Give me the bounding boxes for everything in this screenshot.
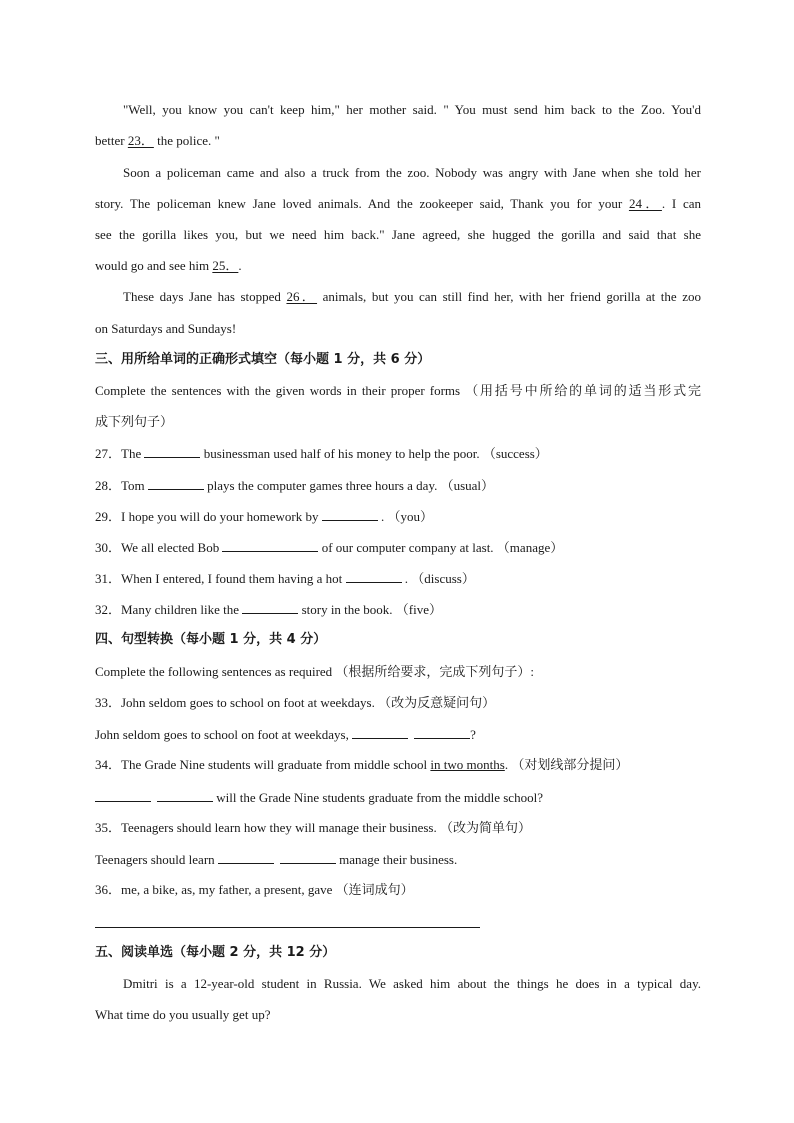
section3-heading: 三、用所给单词的正确形式填空（每小题 1 分，共 6 分）	[95, 352, 431, 367]
passage-p3-line1: These days Jane has stopped 26． animals, but you can still find her, with her friend gorilla at the zoo	[123, 289, 701, 304]
passage-p1-line1: "Well, you know you can't keep him," her mother said. " You must send him back to the Zoo. You'd	[123, 102, 701, 117]
question-35: 35．Teenagers should learn how they will manage their business. （改为简单句）	[95, 820, 531, 835]
answer-blank-35b[interactable]	[280, 851, 336, 864]
blank-24[interactable]: 24．	[628, 196, 662, 211]
answer-blank-35a[interactable]	[218, 851, 274, 864]
passage-p2-line2: story. The policeman knew Jane loved animals. And the zookeeper said, Thank you for your 24．. I can	[95, 196, 701, 211]
underlined-phrase: in two months	[430, 757, 505, 772]
question-31: 31．When I entered, I found them having a hot . （discuss）	[95, 571, 475, 586]
section3-instr-line1: Complete the sentences with the given words in their proper forms （用括号中所给的单词的适当形式完	[95, 383, 701, 398]
passage-p2-line1: Soon a policeman came and also a truck from the zoo. Nobody was angry with Jane when she told her	[123, 165, 701, 180]
passage-p3-line2: on Saturdays and Sundays!	[95, 321, 237, 336]
answer-35: Teenagers should learn manage their business.	[95, 852, 458, 867]
section4-instr: Complete the following sentences as required （根据所给要求，完成下列句子）:	[95, 664, 535, 679]
question-33: 33．John seldom goes to school on foot at weekdays. （改为反意疑问句）	[95, 695, 496, 710]
answer-line-36[interactable]	[95, 927, 480, 928]
question-28: 28．Tom plays the computer games three hours a day. （usual）	[95, 478, 495, 493]
section3-instr-line2: 成下列句子）	[95, 414, 174, 429]
answer-blank-28[interactable]	[148, 477, 204, 490]
answer-blank-27[interactable]	[144, 445, 200, 458]
answer-34: will the Grade Nine students graduate from the middle school?	[95, 789, 701, 806]
question-32: 32．Many children like the story in the book. （five）	[95, 602, 443, 617]
answer-blank-31[interactable]	[346, 570, 402, 583]
answer-blank-29[interactable]	[322, 508, 378, 521]
passage-p1-line2: better 23． the police. "	[95, 133, 220, 148]
question-27: 27．The businessman used half of his money to help the poor. （success）	[95, 446, 548, 461]
blank-25[interactable]: 25．	[212, 258, 239, 273]
answer-33: John seldom goes to school on foot at weekdays, ?	[95, 727, 476, 742]
question-34: 34．The Grade Nine students will graduate from middle school in two months. （对划线部分提问）	[95, 757, 629, 772]
answer-blank-33a[interactable]	[352, 726, 408, 739]
section5-p1-line1: Dmitri is a 12-year-old student in Russia. We asked him about the things he does in a typical day.	[123, 976, 701, 991]
answer-blank-32[interactable]	[242, 601, 298, 614]
blank-26[interactable]: 26．	[286, 289, 318, 304]
answer-blank-33b[interactable]	[414, 726, 470, 739]
answer-blank-34b[interactable]	[157, 789, 213, 802]
answer-blank-34a[interactable]	[95, 789, 151, 802]
question-36: 36．me, a bike, as, my father, a present, gave （连词成句）	[95, 882, 414, 897]
blank-23[interactable]: 23．	[127, 133, 154, 148]
section4-heading: 四、句型转换（每小题 1 分，共 4 分）	[95, 632, 327, 647]
passage-p2-line3: see the gorilla likes you, but we need him back." Jane agreed, she hugged the gorilla and said that she	[95, 227, 701, 242]
answer-blank-30[interactable]	[222, 539, 318, 552]
question-30: 30．We all elected Bob of our computer company at last. （manage）	[95, 540, 564, 555]
section5-heading: 五、阅读单选（每小题 2 分，共 12 分）	[95, 945, 336, 960]
section5-p1-line2: What time do you usually get up?	[95, 1007, 271, 1022]
question-29: 29．I hope you will do your homework by . （you）	[95, 509, 434, 524]
passage-p2-line4: would go and see him 25．.	[95, 258, 242, 273]
